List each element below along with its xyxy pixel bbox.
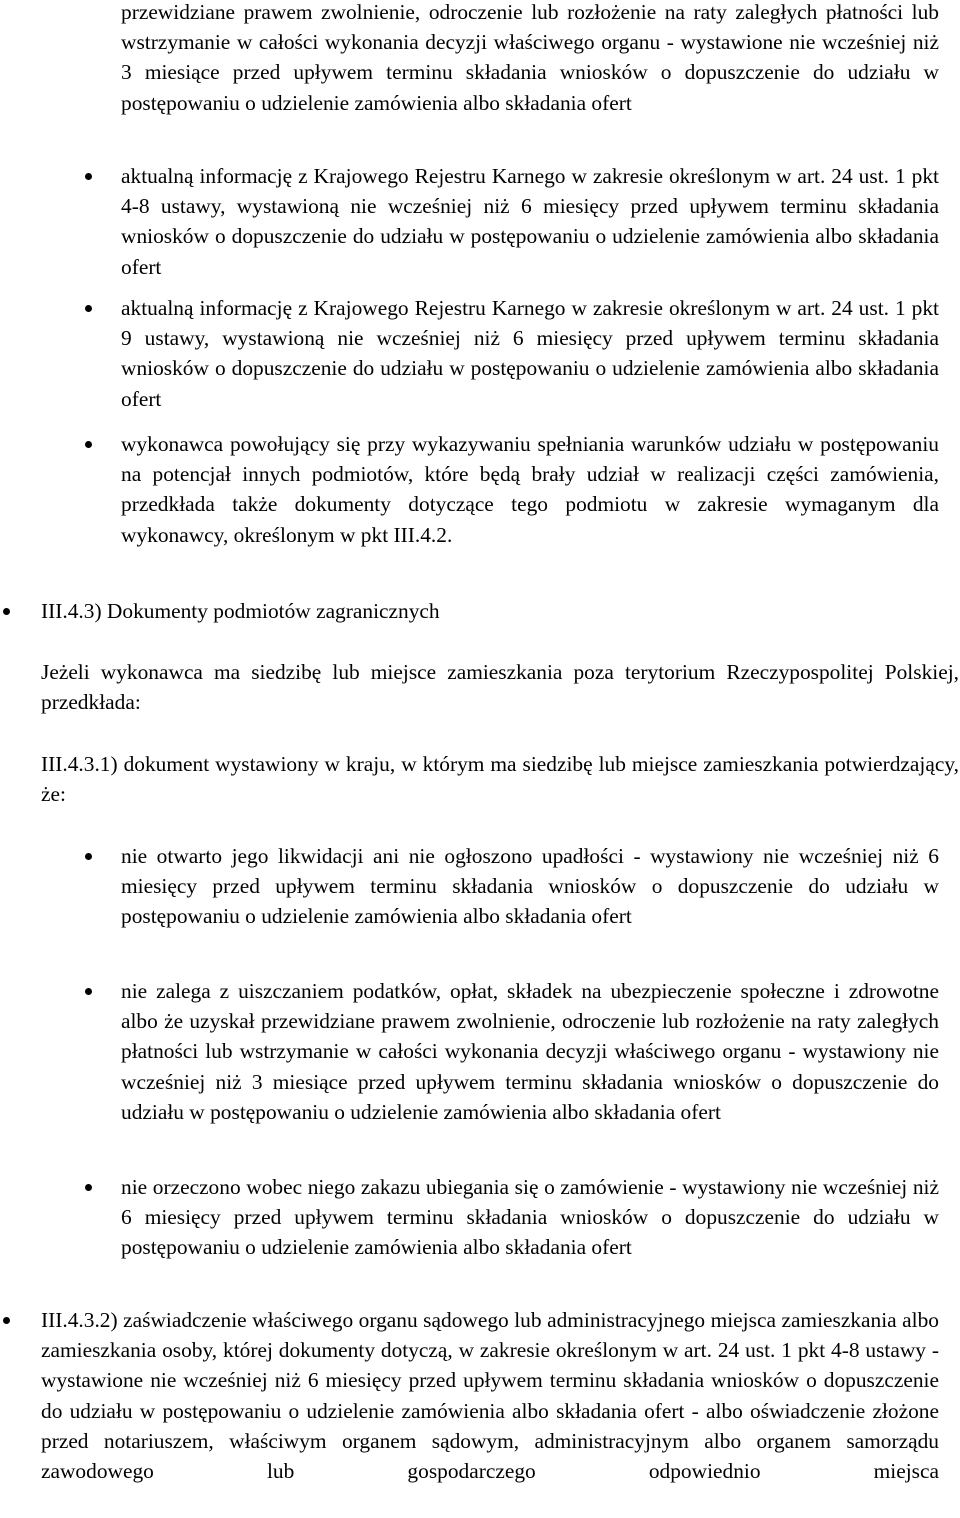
point-1-paragraph: III.4.3.1) dokument wystawiony w kraju, w którym ma siedzibę lub miejsce zamieszkania potwierdzający, że: (41, 752, 959, 807)
bullet-icon (85, 441, 92, 448)
bullet-icon (85, 853, 92, 860)
section-heading: III.4.3) Dokumenty podmiotów zagranicznych (41, 599, 440, 623)
continuation-paragraph: przewidziane prawem zwolnienie, odroczenie lub rozłożenie na raty zaległych płatności lub wstrzymanie w całości wykonania decyzji właściwego organu - wystawione nie wcześniej niż 3 miesiące przed upływem terminu składania wniosków o dopuszczenie do udziału w postępowaniu o udzielenie zamówienia albo składania ofert (121, 0, 939, 115)
intro-paragraph: Jeżeli wykonawca ma siedzibę lub miejsce zamieszkania poza terytorium Rzeczypospolitej Polskiej, przedkłada: (41, 660, 959, 715)
list-item: nie zalega z uiszczaniem podatków, opłat, składek na ubezpieczenie społeczne i zdrowotne albo że uzyskał przewidziane prawem zwolnienie, odroczenie lub rozłożenie na raty zaległych płatności lub wstrzymanie w całości wykonania decyzji właściwego organu - wystawiony nie wcześniej niż 3 miesiące przed upływem terminu składania wniosków o dopuszczenie do udziału w postępowaniu o udzielenie zamówienia albo składania ofert (121, 979, 939, 1124)
list-item: aktualną informację z Krajowego Rejestru Karnego w zakresie określonym w art. 24 ust. 1 pkt 4-8 ustawy, wystawioną nie wcześniej niż 6 miesięcy przed upływem terminu składania wniosków o dopuszczenie do udziału w postępowaniu o udzielenie zamówienia albo składania ofert (121, 164, 939, 279)
bullet-icon (85, 1184, 92, 1191)
bullet-icon (3, 1317, 10, 1324)
point-2-paragraph: III.4.3.2) zaświadczenie właściwego organu sądowego lub administracyjnego miejsca zamieszkania albo zamieszkania osoby, której dokumenty dotyczą, w zakresie określonym w art. 24 ust. 1 pkt 4-8 ustawy - wystawione nie wcześniej niż 6 miesięcy przed upływem terminu składania wniosków o dopuszczenie do udziału w postępowaniu o udzielenie zamówienia albo składania ofert - albo oświadczenie złożone przed notariuszem, właściwym organem sądowym, administracyjnym albo organem samorządu zawodowego lub gospodarczego odpowiednio miejsca (41, 1308, 939, 1484)
list-item: aktualną informację z Krajowego Rejestru Karnego w zakresie określonym w art. 24 ust. 1 pkt 9 ustawy, wystawioną nie wcześniej niż 6 miesięcy przed upływem terminu składania wniosków o dopuszczenie do udziału w postępowaniu o udzielenie zamówienia albo składania ofert (121, 296, 939, 411)
list-item: wykonawca powołujący się przy wykazywaniu spełniania warunków udziału w postępowaniu na potencjał innych podmiotów, które będą brały udział w realizacji części zamówienia, przedkłada także dokumenty dotyczące tego podmiotu w zakresie wymaganym dla wykonawcy, określonym w pkt III.4.2. (121, 432, 939, 547)
list-item: nie orzeczono wobec niego zakazu ubiegania się o zamówienie - wystawiony nie wcześniej niż 6 miesięcy przed upływem terminu składania wniosków o dopuszczenie do udziału w postępowaniu o udzielenie zamówienia albo składania ofert (121, 1175, 939, 1260)
bullet-icon (3, 608, 10, 615)
bullet-icon (85, 988, 92, 995)
bullet-icon (85, 173, 92, 180)
bullet-icon (85, 305, 92, 312)
list-item: nie otwarto jego likwidacji ani nie ogłoszono upadłości - wystawiony nie wcześniej niż 6 miesięcy przed upływem terminu składania wniosków o dopuszczenie do udziału w postępowaniu o udzielenie zamówienia albo składania ofert (121, 844, 939, 929)
